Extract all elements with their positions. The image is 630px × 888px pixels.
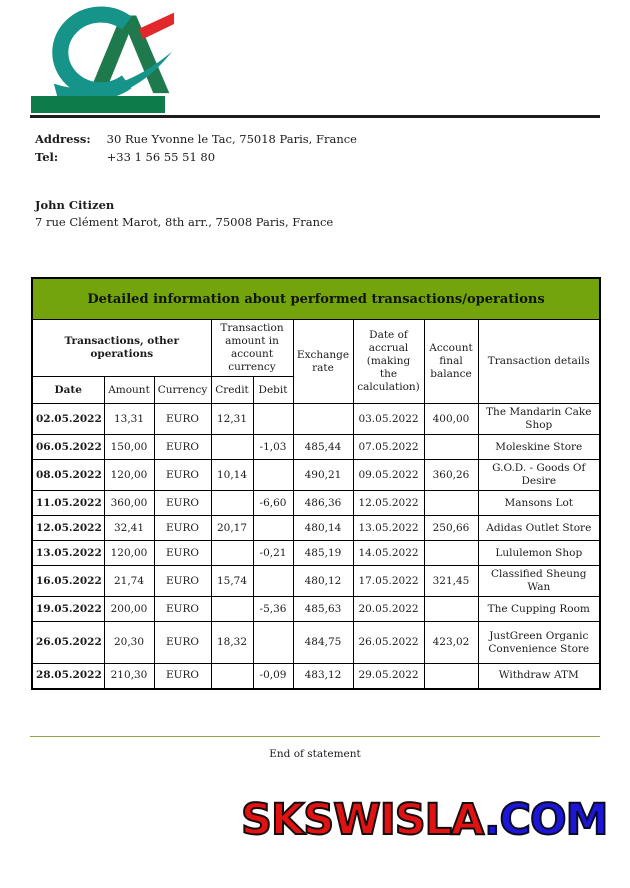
cell-debit — [253, 622, 293, 664]
transactions-table — [31, 277, 601, 690]
cell-rate: 485,44 — [293, 435, 353, 460]
col-header-debit: Debit — [253, 377, 293, 404]
cell-details: Classified Sheung Wan — [478, 566, 600, 597]
customer-address: 7 rue Clément Marot, 8th arr., 75008 Paris, France — [35, 215, 334, 229]
cell-date: 16.05.2022 — [32, 566, 104, 597]
cell-currency: EURO — [154, 516, 211, 541]
cell-amount: 150,00 — [104, 435, 154, 460]
cell-details: Withdraw ATM — [478, 664, 600, 689]
header-divider-rule — [30, 115, 600, 118]
cell-date: 26.05.2022 — [32, 622, 104, 664]
cell-details: Adidas Outlet Store — [478, 516, 600, 541]
cell-balance: 423,02 — [424, 622, 478, 664]
cell-details: Lululemon Shop — [478, 541, 600, 566]
col-group-transactions: Transactions, other operations — [32, 320, 211, 377]
table-row — [32, 435, 600, 460]
cell-currency: EURO — [154, 622, 211, 664]
cell-accrual: 03.05.2022 — [353, 404, 424, 435]
col-header-credit: Credit — [211, 377, 253, 404]
table-row — [32, 597, 600, 622]
cell-amount: 120,00 — [104, 541, 154, 566]
cell-debit — [253, 516, 293, 541]
col-header-currency: Currency — [154, 377, 211, 404]
cell-rate: 483,12 — [293, 664, 353, 689]
cell-details: Mansons Lot — [478, 491, 600, 516]
col-header-date: Date — [32, 377, 104, 404]
cell-rate: 484,75 — [293, 622, 353, 664]
cell-rate: 485,19 — [293, 541, 353, 566]
cell-debit — [253, 404, 293, 435]
table-row — [32, 541, 600, 566]
cell-details: The Cupping Room — [478, 597, 600, 622]
cell-balance: 360,26 — [424, 460, 478, 491]
tel-row — [35, 148, 357, 166]
customer-block — [35, 197, 333, 231]
cell-debit — [253, 460, 293, 491]
table-title: Detailed information about performed transactions/operations — [32, 278, 600, 320]
col-header-amount: Amount — [104, 377, 154, 404]
cell-details: Moleskine Store — [478, 435, 600, 460]
cell-amount: 120,00 — [104, 460, 154, 491]
cell-balance: 400,00 — [424, 404, 478, 435]
cell-accrual: 13.05.2022 — [353, 516, 424, 541]
cell-accrual: 26.05.2022 — [353, 622, 424, 664]
table-row — [32, 516, 600, 541]
cell-credit — [211, 491, 253, 516]
cell-rate: 480,14 — [293, 516, 353, 541]
cell-balance — [424, 597, 478, 622]
cell-date: 13.05.2022 — [32, 541, 104, 566]
cell-accrual: 20.05.2022 — [353, 597, 424, 622]
address-row — [35, 130, 357, 148]
col-header-details: Transaction details — [478, 320, 600, 404]
address-value: 30 Rue Yvonne le Tac, 75018 Paris, France — [106, 132, 357, 146]
cell-rate: 486,36 — [293, 491, 353, 516]
cell-balance — [424, 491, 478, 516]
cell-rate: 480,12 — [293, 566, 353, 597]
cell-credit: 18,32 — [211, 622, 253, 664]
cell-credit — [211, 597, 253, 622]
customer-name: John Citizen — [35, 198, 115, 212]
cell-credit: 15,74 — [211, 566, 253, 597]
cell-currency: EURO — [154, 664, 211, 689]
logo-underline-bar — [31, 96, 165, 113]
watermark — [241, 795, 607, 845]
cell-debit: -1,03 — [253, 435, 293, 460]
cell-debit: -0,21 — [253, 541, 293, 566]
cell-date: 06.05.2022 — [32, 435, 104, 460]
cell-currency: EURO — [154, 566, 211, 597]
footer-divider-line — [30, 736, 600, 737]
cell-date: 11.05.2022 — [32, 491, 104, 516]
cell-amount: 200,00 — [104, 597, 154, 622]
cell-credit — [211, 664, 253, 689]
tel-label: Tel: — [35, 150, 59, 164]
col-header-final-balance: Account final balance — [424, 320, 478, 404]
table-row — [32, 404, 600, 435]
cell-credit: 20,17 — [211, 516, 253, 541]
cell-date: 28.05.2022 — [32, 664, 104, 689]
cell-currency: EURO — [154, 491, 211, 516]
cell-balance — [424, 541, 478, 566]
tel-value: +33 1 56 55 51 80 — [106, 150, 216, 164]
table-row — [32, 664, 600, 689]
table-row — [32, 491, 600, 516]
cell-date: 12.05.2022 — [32, 516, 104, 541]
watermark-site-name: SKSWISLA — [241, 795, 485, 845]
bank-contact-block — [35, 130, 357, 166]
cell-balance — [424, 664, 478, 689]
cell-amount: 21,74 — [104, 566, 154, 597]
cell-accrual: 09.05.2022 — [353, 460, 424, 491]
cell-amount: 360,00 — [104, 491, 154, 516]
cell-details: G.O.D. - Goods Of Desire — [478, 460, 600, 491]
cell-amount: 13,31 — [104, 404, 154, 435]
cell-currency: EURO — [154, 541, 211, 566]
cell-credit — [211, 435, 253, 460]
cell-rate — [293, 404, 353, 435]
address-label: Address: — [35, 132, 91, 146]
cell-currency: EURO — [154, 404, 211, 435]
cell-balance: 321,45 — [424, 566, 478, 597]
cell-date: 08.05.2022 — [32, 460, 104, 491]
col-header-accrual-date: Date of accrual (making the calculation) — [353, 320, 424, 404]
table-row — [32, 460, 600, 491]
cell-debit — [253, 566, 293, 597]
cell-debit: -6,60 — [253, 491, 293, 516]
cell-accrual: 14.05.2022 — [353, 541, 424, 566]
cell-credit: 12,31 — [211, 404, 253, 435]
cell-debit: -5,36 — [253, 597, 293, 622]
cell-details: The Mandarin Cake Shop — [478, 404, 600, 435]
cell-debit: -0,09 — [253, 664, 293, 689]
cell-credit — [211, 541, 253, 566]
table-header-group-row — [32, 320, 600, 377]
cell-details: JustGreen Organic Convenience Store — [478, 622, 600, 664]
table-row — [32, 566, 600, 597]
table-row — [32, 622, 600, 664]
cell-accrual: 29.05.2022 — [353, 664, 424, 689]
cell-amount: 20,30 — [104, 622, 154, 664]
table-title-row — [32, 278, 600, 320]
cell-amount: 210,30 — [104, 664, 154, 689]
cell-currency: EURO — [154, 460, 211, 491]
cell-accrual: 17.05.2022 — [353, 566, 424, 597]
cell-rate: 485,63 — [293, 597, 353, 622]
credit-agricole-logo-icon — [33, 6, 175, 96]
cell-currency: EURO — [154, 597, 211, 622]
cell-rate: 490,21 — [293, 460, 353, 491]
cell-accrual: 07.05.2022 — [353, 435, 424, 460]
cell-balance: 250,66 — [424, 516, 478, 541]
col-group-amount-account-currency: Transaction amount in account currency — [211, 320, 293, 377]
cell-credit: 10,14 — [211, 460, 253, 491]
end-of-statement-text: End of statement — [269, 748, 361, 760]
cell-balance — [424, 435, 478, 460]
col-header-exchange-rate: Exchange rate — [293, 320, 353, 404]
cell-date: 19.05.2022 — [32, 597, 104, 622]
cell-currency: EURO — [154, 435, 211, 460]
cell-date: 02.05.2022 — [32, 404, 104, 435]
cell-accrual: 12.05.2022 — [353, 491, 424, 516]
watermark-site-tld: .COM — [484, 795, 608, 845]
cell-amount: 32,41 — [104, 516, 154, 541]
